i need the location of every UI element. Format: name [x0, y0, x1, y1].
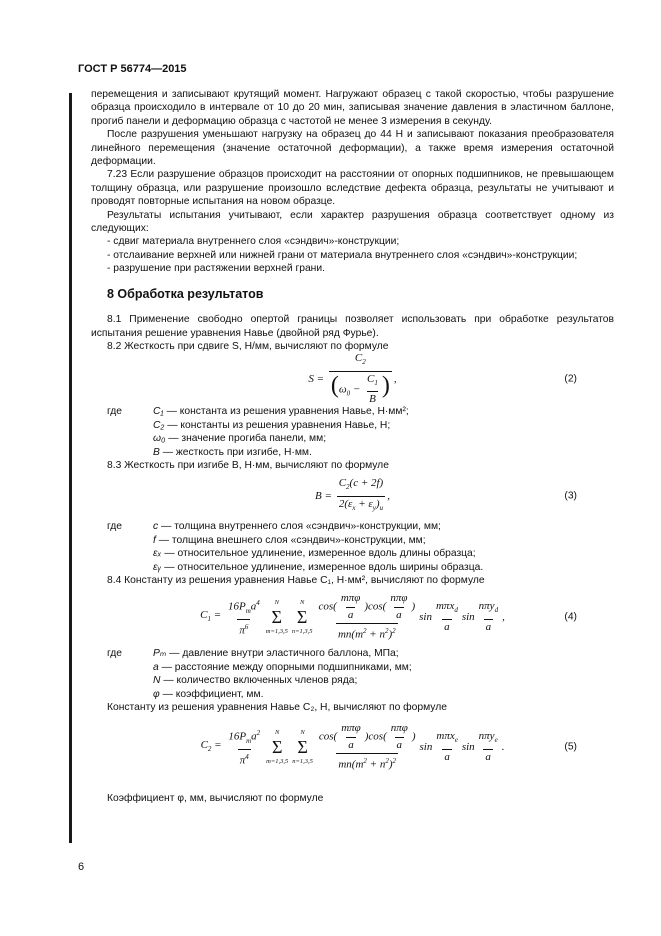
- where-label: где: [107, 406, 123, 418]
- paragraph: Константу из решения уравнения Навье C₂, Н, вычисляют по формуле: [107, 702, 447, 713]
- page-header: ГОСТ Р 56774—2015: [78, 63, 187, 75]
- equation-number: (2): [564, 373, 577, 385]
- paragraph: перемещения и записывают крутящий момент. Нагружают образец с такой скоростью, чтобы разрушение образца происходило в интервале от 10 до 20 мин, записывая значение давления в эластичном баллоне, прогиб панели и деформацию образца с частотой не менее 3 измерения в секунду.: [91, 89, 614, 127]
- formula-4: $C_1$ = $\frac{16P_ma^4}{\pi^6}$ N Σ m=1,3,5 N Σ n=1,3,5 cos( $\frac{\text{mπφ}}{a}$ )cos( $\frac{\text{nπφ}}{a}$ ) $mn(m^2 + n^2)^2$ sin $\frac{m\pi x_d}{a}$ sin $\frac{n\pi y_d}{a}$ , (4): [200, 592, 577, 641]
- paragraph: 8.2 Жесткость при сдвиге S, Н/мм, вычисляют по формуле: [107, 340, 389, 352]
- paragraph: 8.3 Жесткость при изгибе B, Н·мм, вычисляют по формуле: [107, 459, 389, 471]
- page-number: 6: [78, 861, 85, 873]
- equation-number: (5): [564, 741, 577, 753]
- list-item: - отслаивание верхней или нижней грани от материала внутреннего слоя «сэндвич»-конструкции;: [107, 249, 578, 261]
- formula-2: S = $C_2$ ($\omega_0$ − $\frac{C_1}{B}$ ) , (2): [308, 352, 577, 406]
- paragraph: 8.1 Применение свободно опертой границы позволяет использовать при обработке результатов испытания решение уравнения Навье (двойной ряд Фурье).: [91, 314, 614, 339]
- list-item: - разрушение при растяжении верхней грани.: [107, 263, 325, 275]
- equation-number: (3): [564, 490, 577, 502]
- paragraph: Коэффициент φ, мм, вычисляют по формуле: [107, 793, 324, 805]
- paragraph: 8.4 Константу из решения уравнения Навье C₁, Н·мм², вычисляют по формуле: [107, 574, 485, 586]
- where-block: где c — толщина внутреннего слоя «сэндвич»-конструкции, мм; f — толщина внешнего слоя «сэндвич»-конструкции, мм; εₓ — относительное удлинение, измеренное вдоль длины образца; εᵧ — относительное удлинение, измеренное вдоль ширины образца.: [107, 521, 484, 573]
- list-item: - сдвиг материала внутреннего слоя «сэндвич»-конструкции;: [107, 236, 400, 248]
- where-block: где C₁ — константа из решения уравнения Навье, Н·мм²; C₂ — константы из решения уравнения Навье, Н; ω₀ — значение прогиба панели, мм; B — жесткость при изгибе, Н·мм.: [91, 405, 614, 459]
- revision-bar: [69, 93, 72, 843]
- paragraph: Результаты испытания учитывают, если характер разрушения образца соответствует одному из следующих:: [91, 209, 614, 235]
- document-body: [91, 88, 614, 806]
- formula-3: B = $\frac{C_2(c + 2f)}{2(\varepsilon_x + \varepsilon_y)_u}$ , (3): [91, 472, 614, 520]
- where-block: где Pₘ — давление внутри эластичного баллона, МПа; a — расстояние между опорными подшипниками, мм; N — количество включенных членов ряда; φ — коэффициент, мм.: [107, 648, 412, 700]
- paragraph: После разрушения уменьшают нагрузку на образец до 44 Н и записывают показания преобразователя линейного перемещения (значение остаточной деформации), а также время измерения остаточной деформации.: [91, 129, 614, 168]
- paragraph: 7.23 Если разрушение образцов происходит на расстоянии от опорных подшипников, не превышающем толщину образца, или разрушение произошло вследствие дефекта образца, результаты не учитывают и проводят повторные испытания на новом образце.: [91, 169, 614, 208]
- equation-number: (4): [564, 611, 577, 623]
- formula-5: $C_2$ = $\frac{16P_ma^2}{\pi^4}$ N Σ m=1,3,5 N Σ n=1,3,5 cos( $\frac{\text{mπφ}}{a}$ )cos( $\frac{\text{nπφ}}{a}$ ) $mn(m^2 + n^2)^2$ sin $\frac{m\pi x_e}{a}$ sin $\frac{n\pi y_e}{a}$ . (5): [200, 722, 577, 771]
- section-heading: 8 Обработка результатов: [107, 286, 264, 301]
